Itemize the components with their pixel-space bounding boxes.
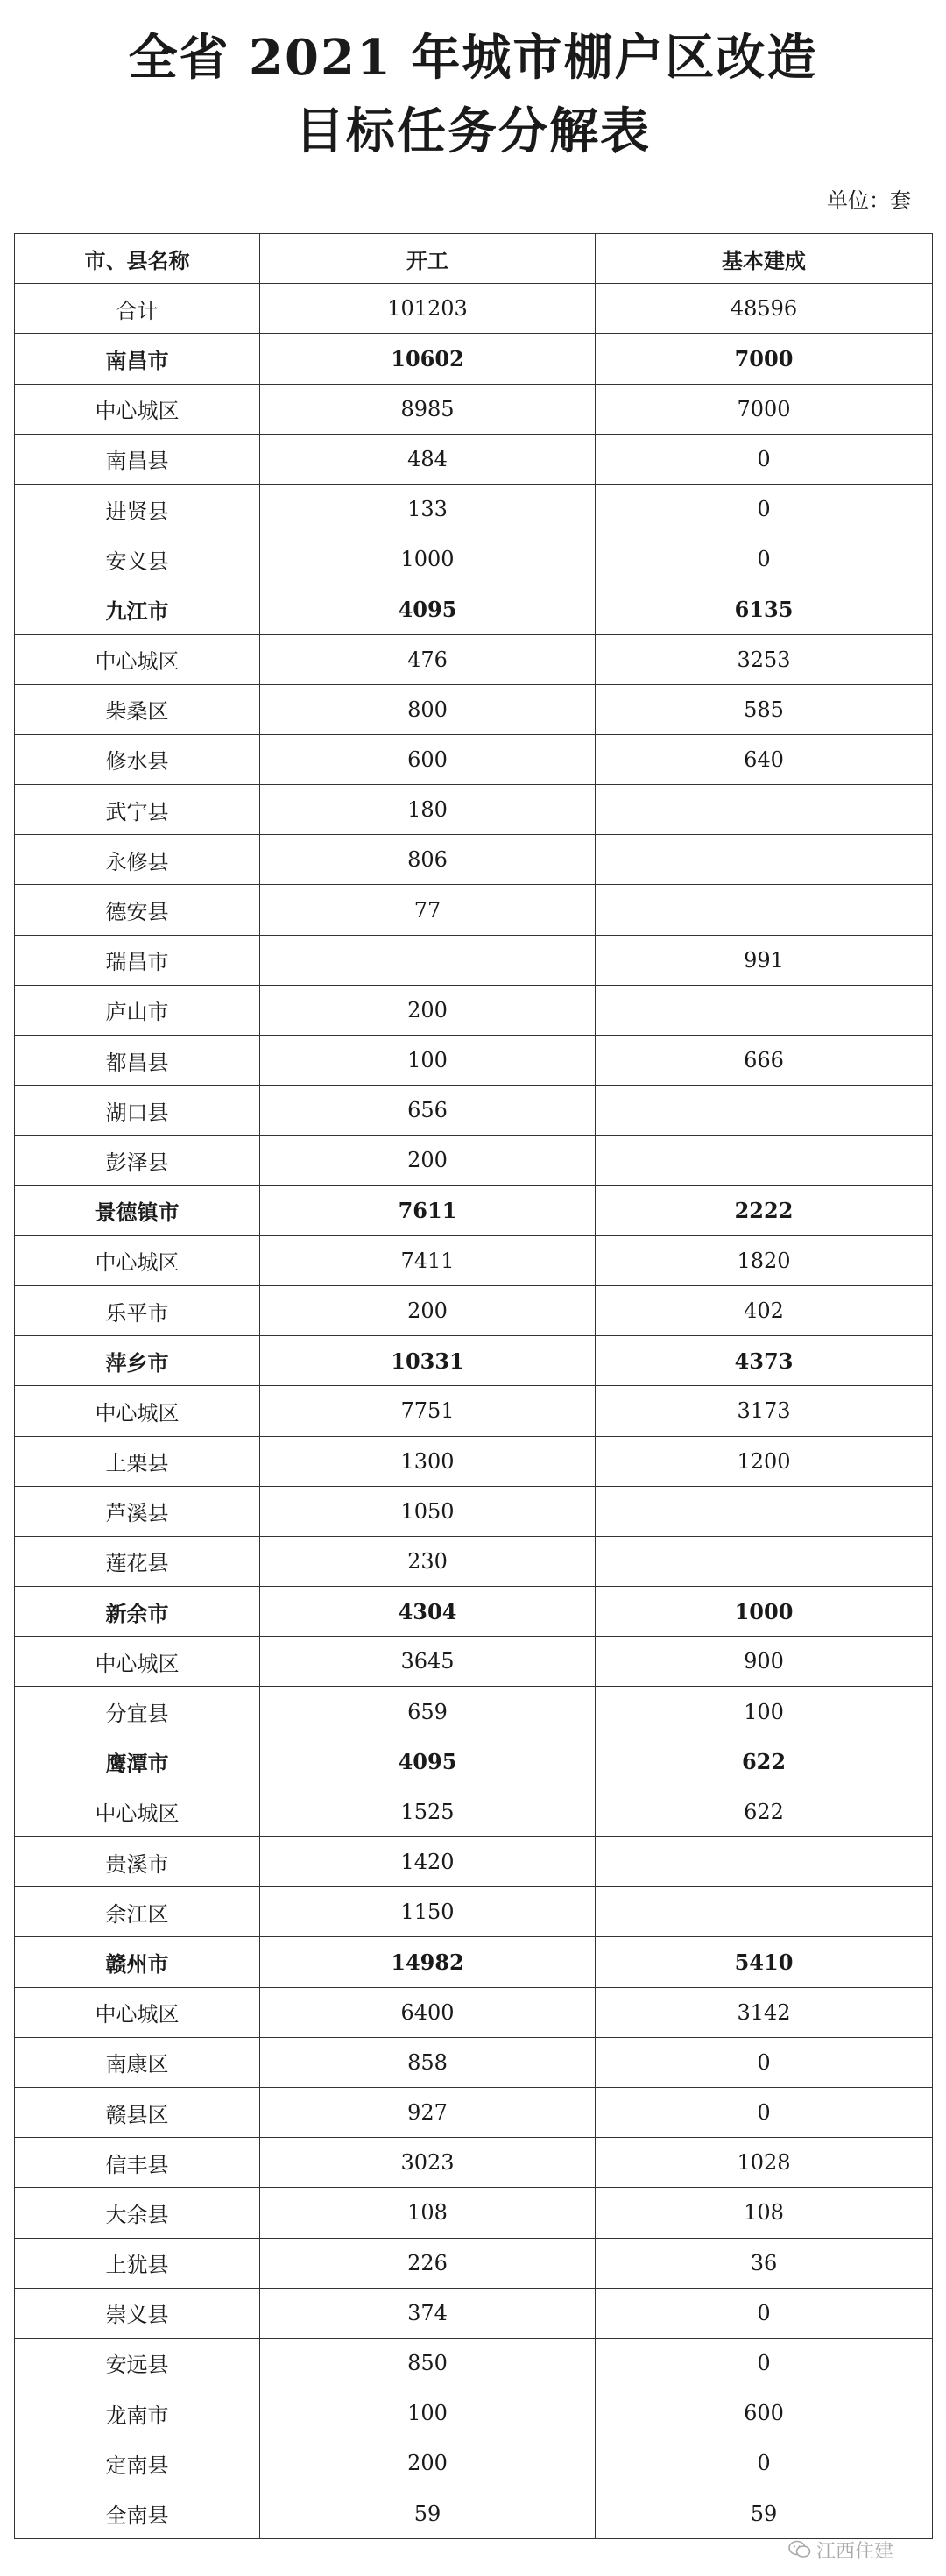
cell-name: 南康区 xyxy=(15,2037,260,2087)
cell-name: 安义县 xyxy=(15,534,260,584)
cell-done xyxy=(596,835,933,885)
cell-name: 莲花县 xyxy=(15,1536,260,1586)
cell-start: 7411 xyxy=(260,1235,596,1285)
table-row xyxy=(15,2488,933,2538)
table-row xyxy=(15,985,933,1035)
table-row xyxy=(15,1486,933,1536)
cell-name: 彭泽县 xyxy=(15,1136,260,1185)
cell-start: 1300 xyxy=(260,1436,596,1486)
cell-done: 0 xyxy=(596,2288,933,2338)
cell-done: 600 xyxy=(596,2388,933,2438)
table-row xyxy=(15,885,933,935)
table-row xyxy=(15,1235,933,1285)
cell-done: 991 xyxy=(596,935,933,985)
cell-start: 200 xyxy=(260,2438,596,2488)
cell-done xyxy=(596,785,933,835)
cell-start: 800 xyxy=(260,684,596,734)
cell-name: 合计 xyxy=(15,284,260,334)
cell-done: 108 xyxy=(596,2188,933,2238)
table-row xyxy=(15,1136,933,1185)
cell-name: 南昌县 xyxy=(15,434,260,484)
cell-done: 3253 xyxy=(596,634,933,684)
cell-start: 806 xyxy=(260,835,596,885)
cell-start: 1050 xyxy=(260,1486,596,1536)
cell-done: 0 xyxy=(596,2338,933,2388)
cell-done: 640 xyxy=(596,734,933,784)
table-row xyxy=(15,434,933,484)
cell-start: 7611 xyxy=(260,1185,596,1235)
cell-done: 0 xyxy=(596,2037,933,2087)
cell-name: 余江区 xyxy=(15,1887,260,1937)
cell-done: 3142 xyxy=(596,1987,933,2037)
cell-name: 全南县 xyxy=(15,2488,260,2538)
table-row xyxy=(15,334,933,384)
cell-start: 850 xyxy=(260,2338,596,2388)
cell-name: 崇义县 xyxy=(15,2288,260,2338)
cell-done: 1000 xyxy=(596,1587,933,1637)
cell-start: 476 xyxy=(260,634,596,684)
cell-start: 4095 xyxy=(260,584,596,634)
cell-done: 6135 xyxy=(596,584,933,634)
cell-start: 133 xyxy=(260,484,596,534)
cell-done xyxy=(596,1486,933,1536)
cell-start: 7751 xyxy=(260,1386,596,1436)
unit-label: 单位：套 xyxy=(827,188,911,213)
table-row xyxy=(15,2338,933,2388)
cell-done xyxy=(596,1536,933,1586)
cell-name: 赣州市 xyxy=(15,1937,260,1987)
table-row xyxy=(15,1336,933,1386)
cell-start xyxy=(260,935,596,985)
cell-done xyxy=(596,1887,933,1937)
cell-name: 赣县区 xyxy=(15,2087,260,2137)
cell-start: 230 xyxy=(260,1536,596,1586)
cell-start: 3645 xyxy=(260,1637,596,1687)
table-header-row xyxy=(15,234,933,284)
cell-done: 1820 xyxy=(596,1235,933,1285)
table-row xyxy=(15,2087,933,2137)
cell-done: 5410 xyxy=(596,1937,933,1987)
cell-start: 226 xyxy=(260,2238,596,2288)
cell-done xyxy=(596,1086,933,1136)
table-row xyxy=(15,2037,933,2087)
cell-name: 新余市 xyxy=(15,1587,260,1637)
table-row xyxy=(15,2238,933,2288)
cell-done: 48596 xyxy=(596,284,933,334)
cell-name: 鹰潭市 xyxy=(15,1737,260,1787)
table-row xyxy=(15,785,933,835)
cell-name: 龙南市 xyxy=(15,2388,260,2438)
watermark-text: 江西住建 xyxy=(816,2541,894,2563)
cell-start: 374 xyxy=(260,2288,596,2338)
cell-start: 600 xyxy=(260,734,596,784)
cell-start: 10331 xyxy=(260,1336,596,1386)
header-start: 开工 xyxy=(260,234,596,284)
cell-done: 585 xyxy=(596,684,933,734)
cell-name: 芦溪县 xyxy=(15,1486,260,1536)
table-row xyxy=(15,684,933,734)
cell-start: 4304 xyxy=(260,1587,596,1637)
cell-done: 900 xyxy=(596,1637,933,1687)
table-row xyxy=(15,1837,933,1887)
cell-done: 1028 xyxy=(596,2138,933,2188)
cell-name: 柴桑区 xyxy=(15,684,260,734)
watermark xyxy=(788,2537,893,2565)
cell-name: 武宁县 xyxy=(15,785,260,835)
cell-start: 100 xyxy=(260,1036,596,1086)
cell-start: 858 xyxy=(260,2037,596,2087)
table-row xyxy=(15,284,933,334)
cell-name: 永修县 xyxy=(15,835,260,885)
cell-start: 1525 xyxy=(260,1787,596,1836)
cell-start: 200 xyxy=(260,1136,596,1185)
cell-start: 484 xyxy=(260,434,596,484)
cell-start: 1000 xyxy=(260,534,596,584)
cell-start: 77 xyxy=(260,885,596,935)
cell-name: 南昌市 xyxy=(15,334,260,384)
cell-name: 中心城区 xyxy=(15,1637,260,1687)
table-row xyxy=(15,1737,933,1787)
table-row xyxy=(15,1687,933,1737)
cell-done: 4373 xyxy=(596,1336,933,1386)
cell-start: 180 xyxy=(260,785,596,835)
cell-name: 湖口县 xyxy=(15,1086,260,1136)
cell-start: 59 xyxy=(260,2488,596,2538)
table-row xyxy=(15,734,933,784)
cell-name: 中心城区 xyxy=(15,1235,260,1285)
cell-name: 庐山市 xyxy=(15,985,260,1035)
cell-done: 0 xyxy=(596,534,933,584)
cell-done: 402 xyxy=(596,1285,933,1335)
cell-name: 中心城区 xyxy=(15,384,260,434)
cell-done xyxy=(596,885,933,935)
cell-done: 622 xyxy=(596,1787,933,1836)
cell-done: 0 xyxy=(596,484,933,534)
cell-name: 中心城区 xyxy=(15,1386,260,1436)
cell-start: 14982 xyxy=(260,1937,596,1987)
table-row xyxy=(15,634,933,684)
table-row xyxy=(15,1436,933,1486)
cell-name: 九江市 xyxy=(15,584,260,634)
cell-name: 瑞昌市 xyxy=(15,935,260,985)
cell-done: 666 xyxy=(596,1036,933,1086)
cell-name: 贵溪市 xyxy=(15,1837,260,1887)
cell-name: 乐平市 xyxy=(15,1285,260,1335)
cell-start: 8985 xyxy=(260,384,596,434)
table-row xyxy=(15,1285,933,1335)
cell-done: 1200 xyxy=(596,1436,933,1486)
cell-start: 200 xyxy=(260,985,596,1035)
cell-name: 信丰县 xyxy=(15,2138,260,2188)
table-row xyxy=(15,1185,933,1235)
cell-start: 1420 xyxy=(260,1837,596,1887)
cell-name: 景德镇市 xyxy=(15,1185,260,1235)
cell-start: 108 xyxy=(260,2188,596,2238)
cell-name: 中心城区 xyxy=(15,1787,260,1836)
cell-name: 中心城区 xyxy=(15,1987,260,2037)
cell-done: 59 xyxy=(596,2488,933,2538)
cell-name: 萍乡市 xyxy=(15,1336,260,1386)
cell-name: 都昌县 xyxy=(15,1036,260,1086)
cell-start: 6400 xyxy=(260,1987,596,2037)
table-row xyxy=(15,534,933,584)
cell-start: 927 xyxy=(260,2087,596,2137)
table-row xyxy=(15,584,933,634)
cell-name: 定南县 xyxy=(15,2438,260,2488)
table-row xyxy=(15,2188,933,2238)
cell-name: 上犹县 xyxy=(15,2238,260,2288)
cell-done xyxy=(596,1837,933,1887)
table-row xyxy=(15,1386,933,1436)
table-row xyxy=(15,384,933,434)
wechat-icon xyxy=(788,2540,811,2565)
table-row xyxy=(15,2438,933,2488)
cell-done: 622 xyxy=(596,1737,933,1787)
page-title-line-2: 目标任务分解表 xyxy=(295,103,651,160)
table-row xyxy=(15,1787,933,1836)
header-name: 市、县名称 xyxy=(15,234,260,284)
cell-name: 进贤县 xyxy=(15,484,260,534)
cell-done: 0 xyxy=(596,2087,933,2137)
cell-start: 100 xyxy=(260,2388,596,2438)
cell-done: 100 xyxy=(596,1687,933,1737)
table-row xyxy=(15,1887,933,1937)
cell-start: 1150 xyxy=(260,1887,596,1937)
cell-start: 656 xyxy=(260,1086,596,1136)
cell-name: 上栗县 xyxy=(15,1436,260,1486)
header-done: 基本建成 xyxy=(596,234,933,284)
cell-name: 修水县 xyxy=(15,734,260,784)
cell-name: 德安县 xyxy=(15,885,260,935)
table-row xyxy=(15,2388,933,2438)
cell-name: 分宜县 xyxy=(15,1687,260,1737)
cell-done: 2222 xyxy=(596,1185,933,1235)
cell-start: 10602 xyxy=(260,334,596,384)
table-row xyxy=(15,1937,933,1987)
cell-name: 大余县 xyxy=(15,2188,260,2238)
table-row xyxy=(15,1086,933,1136)
cell-done: 7000 xyxy=(596,334,933,384)
cell-name: 中心城区 xyxy=(15,634,260,684)
task-breakdown-table xyxy=(14,233,933,2539)
cell-start: 659 xyxy=(260,1687,596,1737)
cell-done: 7000 xyxy=(596,384,933,434)
table-row xyxy=(15,935,933,985)
table-row xyxy=(15,1536,933,1586)
cell-start: 101203 xyxy=(260,284,596,334)
table-row xyxy=(15,1036,933,1086)
table-row xyxy=(15,1587,933,1637)
table-row xyxy=(15,2288,933,2338)
cell-done xyxy=(596,985,933,1035)
table-row xyxy=(15,2138,933,2188)
cell-done xyxy=(596,1136,933,1185)
table-row xyxy=(15,1987,933,2037)
cell-start: 200 xyxy=(260,1285,596,1335)
page-title-line-1: 全省 2021 年城市棚户区改造 xyxy=(128,29,818,87)
cell-done: 0 xyxy=(596,434,933,484)
cell-start: 4095 xyxy=(260,1737,596,1787)
cell-done: 0 xyxy=(596,2438,933,2488)
cell-name: 安远县 xyxy=(15,2338,260,2388)
cell-done: 36 xyxy=(596,2238,933,2288)
table-row xyxy=(15,1637,933,1687)
table-row xyxy=(15,835,933,885)
cell-done: 3173 xyxy=(596,1386,933,1436)
cell-start: 3023 xyxy=(260,2138,596,2188)
table-row xyxy=(15,484,933,534)
